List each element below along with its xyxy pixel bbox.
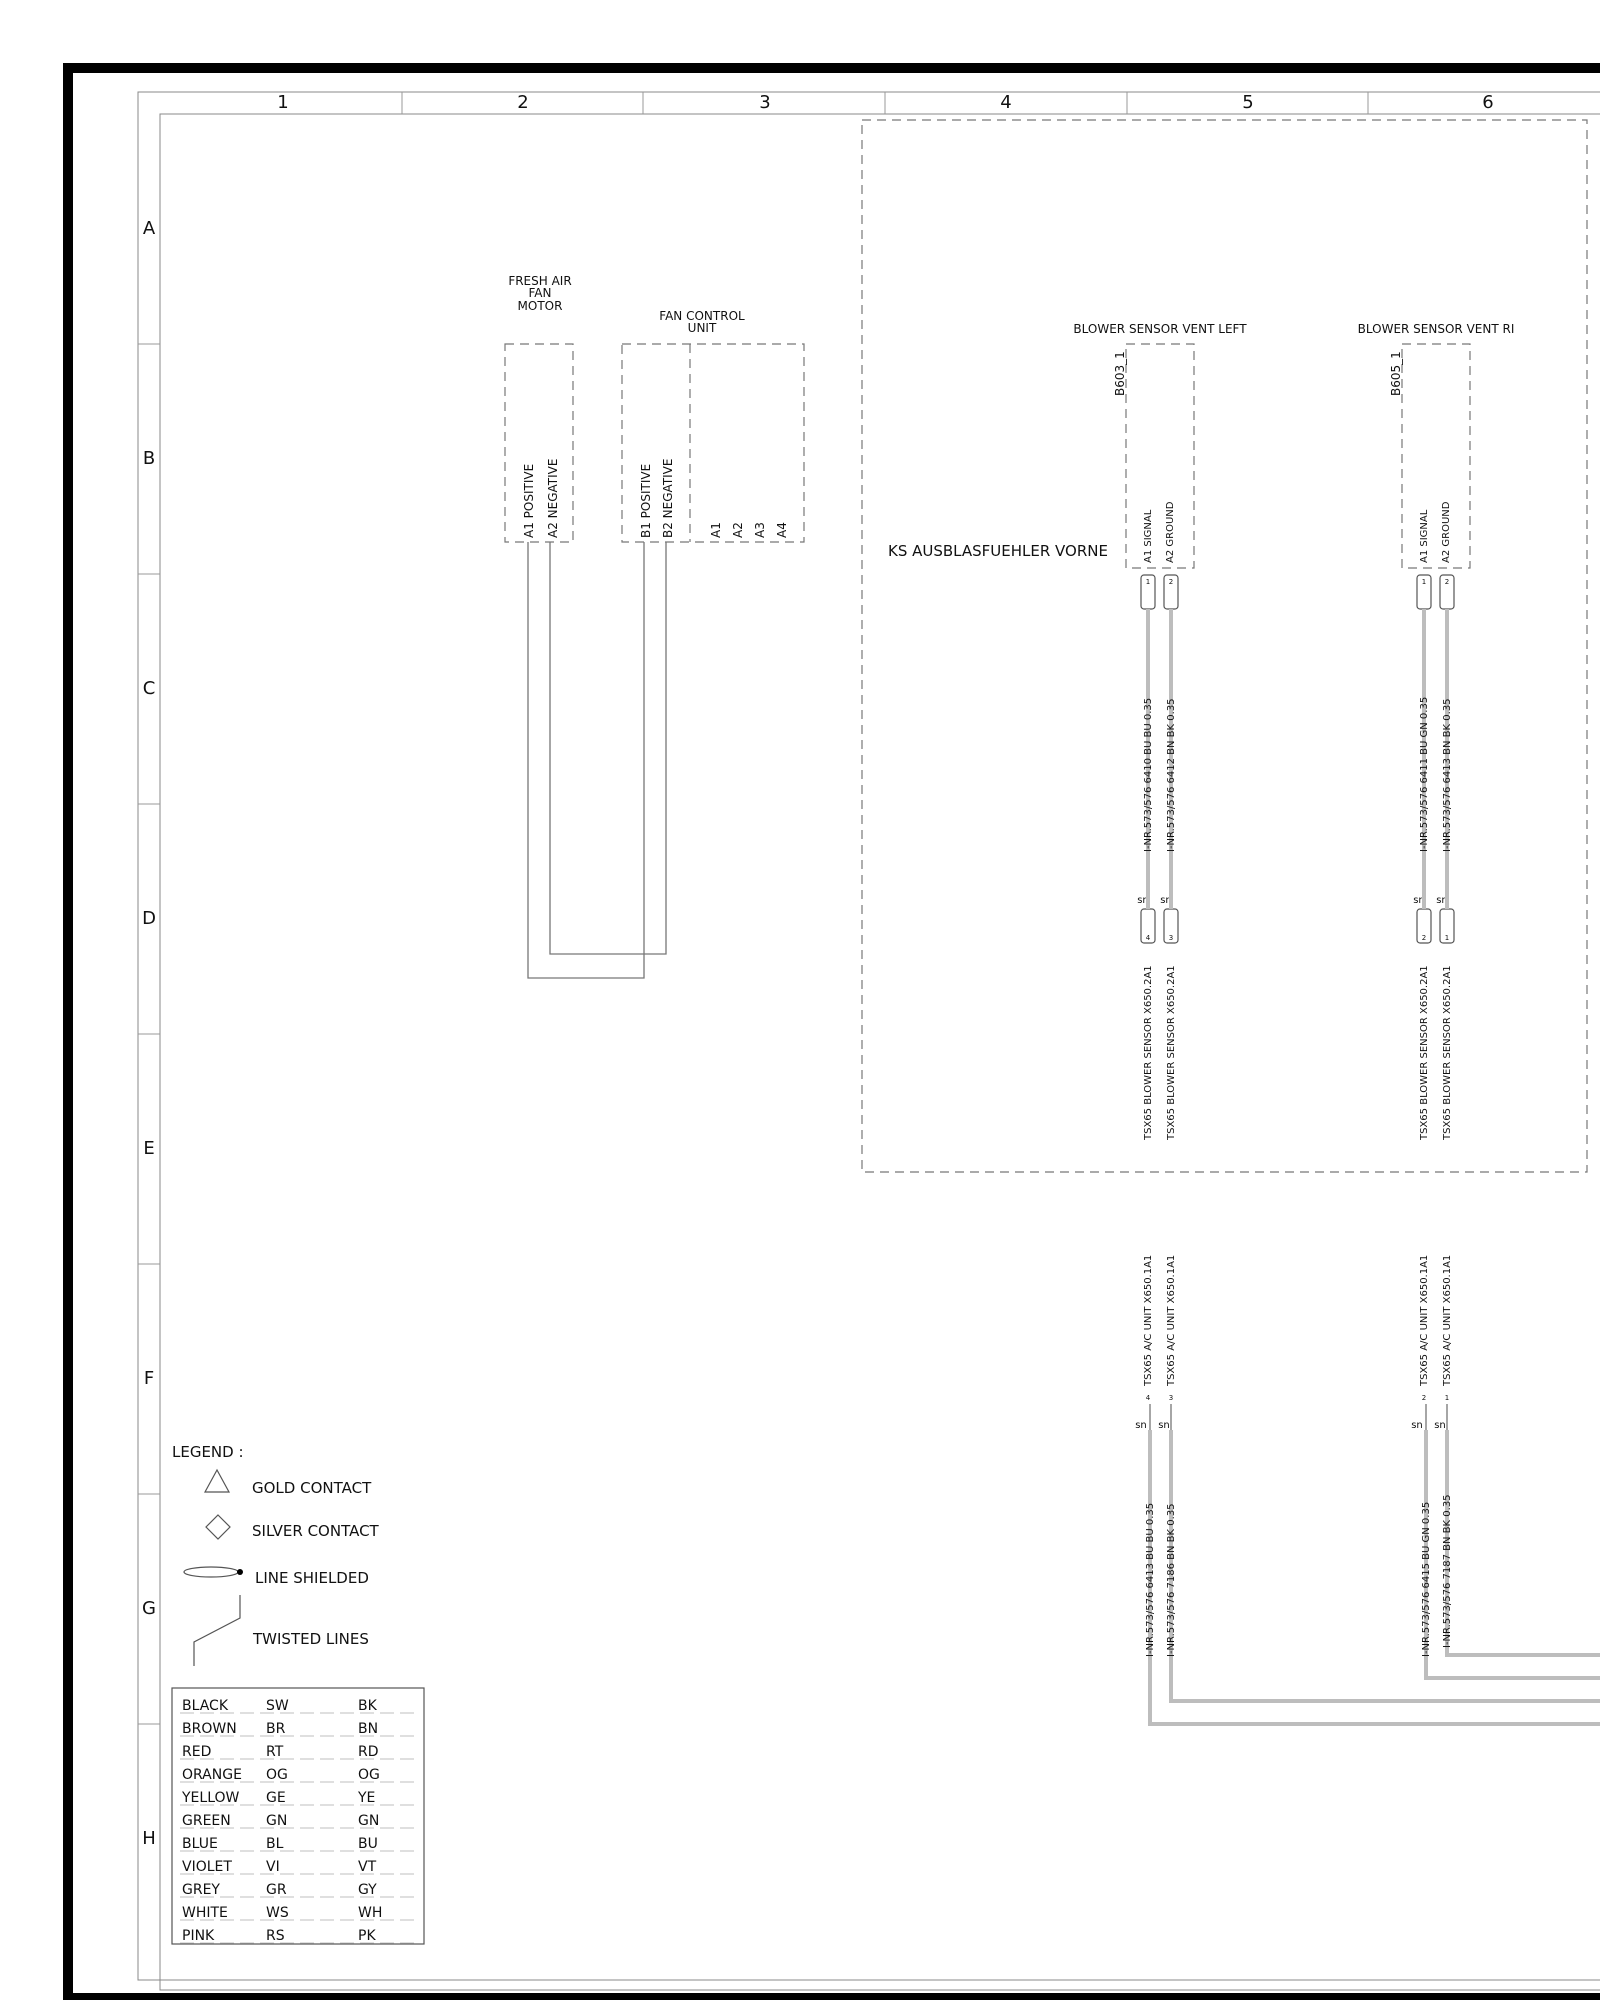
color-code-cell: RD bbox=[358, 1744, 379, 1760]
fan-motor-box bbox=[505, 344, 573, 542]
fan-motor-pin-a2: A2 NEGATIVE bbox=[546, 458, 560, 538]
fan-control-unit bbox=[622, 309, 804, 542]
wire-6415-label: I-NR.573/576 6415 BU GN 0.35 bbox=[1421, 1501, 1432, 1657]
legend bbox=[172, 1443, 424, 1944]
color-code-cell: GE bbox=[266, 1790, 286, 1806]
blower-left-id: B603_1 bbox=[1113, 351, 1127, 396]
fcu-title-line2: UNIT bbox=[687, 321, 717, 335]
blower-right-pin-a1: A1 SIGNAL bbox=[1419, 509, 1430, 563]
color-code-cell: OG bbox=[266, 1767, 288, 1783]
fcu-aux-pin-a2: A2 bbox=[731, 522, 745, 538]
blower-sensor-vent-left bbox=[1073, 322, 1247, 568]
x650-1-right-pin-num-2: 2 bbox=[1421, 1394, 1427, 1402]
fcu-aux-pin-a1: A1 bbox=[709, 522, 723, 538]
color-code-cell: GREY bbox=[182, 1882, 220, 1898]
color-code-cell: BLUE bbox=[182, 1836, 218, 1852]
wire-6413-lower-label: I-NR.573/576 6413 BU BU 0.35 bbox=[1145, 1502, 1156, 1657]
x650-1-left-pin-num-4: 4 bbox=[1145, 1394, 1151, 1402]
sn-label-right-1: sn bbox=[1413, 895, 1425, 906]
x650-1-right-pin-1: TSX65 A/C UNIT X650.1A1 bbox=[1442, 1254, 1453, 1386]
fcu-pin-b1: B1 POSITIVE bbox=[639, 463, 653, 538]
blower-right-box bbox=[1402, 344, 1470, 568]
x650-2-left-pin-3: TSX65 BLOWER SENSOR X650.2A1 bbox=[1166, 965, 1177, 1140]
row-label-d: D bbox=[142, 908, 156, 929]
color-code-cell: BU bbox=[358, 1836, 378, 1852]
color-code-cell: RT bbox=[266, 1744, 284, 1760]
legend-twisted-lines: TWISTED LINES bbox=[253, 1630, 369, 1648]
x650-1-left-pin-4: TSX65 A/C UNIT X650.1A1 bbox=[1143, 1254, 1154, 1386]
color-code-rows bbox=[180, 1698, 414, 1944]
wire-6410-label: I-NR.573/576 6410 BU BU 0.35 bbox=[1143, 697, 1154, 852]
gold-contact-icon bbox=[205, 1470, 229, 1492]
x650-2-left-pin-4: TSX65 BLOWER SENSOR X650.2A1 bbox=[1143, 965, 1154, 1140]
upper-wire-runs bbox=[1143, 609, 1453, 909]
fcu-title-line1: FAN CONTROL bbox=[659, 309, 745, 323]
color-code-cell: GN bbox=[358, 1813, 380, 1829]
color-code-cell: BROWN bbox=[182, 1721, 237, 1737]
row-label-f: F bbox=[143, 1368, 155, 1389]
connector-right-lower-pin-1-label: 1 bbox=[1444, 934, 1450, 942]
row-ruler bbox=[138, 218, 160, 1849]
sn-label-right-2: sn bbox=[1436, 895, 1448, 906]
sn-lower-right-1: sn bbox=[1411, 1420, 1423, 1431]
column-label-6: 6 bbox=[1482, 92, 1494, 113]
wire-6411-label: I-NR.573/576 6411 BU GN 0.35 bbox=[1419, 696, 1430, 852]
fcu-aux-pin-a3: A3 bbox=[753, 522, 767, 538]
fcu-aux-pin-a4: A4 bbox=[775, 522, 789, 538]
fcu-pin-b2: B2 NEGATIVE bbox=[661, 458, 675, 538]
wire-6412-label: I-NR.573/576 6412 BN BK 0.35 bbox=[1166, 698, 1177, 852]
blower-left-title: BLOWER SENSOR VENT LEFT bbox=[1073, 322, 1247, 336]
legend-silver-contact: SILVER CONTACT bbox=[252, 1522, 379, 1540]
sheet-grid-border bbox=[138, 92, 1600, 1980]
x650-2-labels bbox=[1143, 965, 1453, 1141]
color-code-cell: VI bbox=[266, 1859, 280, 1875]
color-code-cell: WS bbox=[266, 1905, 289, 1921]
color-code-cell: RED bbox=[182, 1744, 212, 1760]
legend-title: LEGEND : bbox=[172, 1443, 244, 1461]
column-label-5: 5 bbox=[1242, 92, 1254, 113]
x650-1-right-pin-2: TSX65 A/C UNIT X650.1A1 bbox=[1419, 1254, 1430, 1386]
sheet-outer-frame bbox=[68, 68, 1600, 1998]
connector-right-lower-pin-2-label: 2 bbox=[1421, 934, 1427, 942]
color-code-cell: SW bbox=[266, 1698, 289, 1714]
color-code-cell: GR bbox=[266, 1882, 287, 1898]
silver-contact-icon bbox=[206, 1515, 230, 1539]
row-label-b: B bbox=[142, 448, 156, 469]
twisted-lines-icon bbox=[194, 1595, 240, 1666]
blower-left-box bbox=[1126, 344, 1194, 568]
connector-right-pin-1-label: 1 bbox=[1421, 578, 1427, 586]
blower-sensor-vent-right bbox=[1358, 322, 1515, 568]
sn-lower-right-2: sn bbox=[1434, 1420, 1446, 1431]
color-code-cell: GY bbox=[358, 1882, 377, 1898]
upper-connectors bbox=[1137, 575, 1454, 943]
color-code-cell: GREEN bbox=[182, 1813, 231, 1829]
x650-1-right-pin-num-1: 1 bbox=[1444, 1394, 1450, 1402]
color-code-cell: BN bbox=[358, 1721, 379, 1737]
blower-right-id: B605_1 bbox=[1389, 351, 1403, 396]
color-code-cell: BLACK bbox=[182, 1698, 229, 1714]
fan-motor-wiring bbox=[528, 542, 666, 978]
color-code-cell: ORANGE bbox=[182, 1767, 242, 1783]
wire-7187-label: I-NR.573/576 7187 BN BK 0.35 bbox=[1442, 1494, 1453, 1648]
connector-left-lower-pin-3-label: 3 bbox=[1168, 934, 1174, 942]
fan-motor-title-line3: MOTOR bbox=[517, 299, 563, 313]
row-label-a: A bbox=[142, 218, 156, 239]
connector-left-pin-1-label: 1 bbox=[1145, 578, 1151, 586]
sn-lower-left-2: sn bbox=[1158, 1420, 1170, 1431]
lower-wire-runs bbox=[1145, 1430, 1600, 1724]
fan-motor-pin-a1: A1 POSITIVE bbox=[522, 463, 536, 538]
x650-1-labels bbox=[1135, 1255, 1453, 1431]
color-code-cell: BR bbox=[266, 1721, 286, 1737]
column-label-1: 1 bbox=[277, 92, 289, 113]
x650-2-right-pin-1: TSX65 BLOWER SENSOR X650.2A1 bbox=[1442, 965, 1453, 1140]
column-label-2: 2 bbox=[517, 92, 529, 113]
ks-ausblasfuehler-label: KS AUSBLASFUEHLER VORNE bbox=[888, 542, 1108, 560]
connector-left-pin-2-label: 2 bbox=[1168, 578, 1174, 586]
legend-gold-contact: GOLD CONTACT bbox=[252, 1479, 372, 1497]
color-code-cell: RS bbox=[266, 1928, 285, 1944]
color-code-cell: YE bbox=[358, 1790, 376, 1806]
x650-1-left-pin-num-3: 3 bbox=[1168, 1394, 1174, 1402]
color-code-cell: WH bbox=[358, 1905, 383, 1921]
wire-6413-upper-label: I-NR.573/576 6413 BN BK 0.35 bbox=[1442, 698, 1453, 852]
color-code-cell: PK bbox=[358, 1928, 376, 1944]
x650-1-left-pin-3: TSX65 A/C UNIT X650.1A1 bbox=[1166, 1254, 1177, 1386]
shield-dot-icon bbox=[237, 1569, 243, 1575]
column-label-4: 4 bbox=[1000, 92, 1012, 113]
color-code-cell: OG bbox=[358, 1767, 380, 1783]
blower-left-pin-a2: A2 GROUND bbox=[1165, 501, 1176, 563]
color-code-cell: GN bbox=[266, 1813, 288, 1829]
row-label-c: C bbox=[142, 678, 156, 699]
blower-right-title: BLOWER SENSOR VENT RI bbox=[1357, 322, 1515, 336]
connector-right-pin-2-label: 2 bbox=[1444, 578, 1450, 586]
fan-motor-title-line1: FRESH AIR bbox=[508, 274, 572, 288]
color-code-cell: WHITE bbox=[182, 1905, 228, 1921]
color-code-cell: BK bbox=[358, 1698, 377, 1714]
color-code-cell: YELLOW bbox=[182, 1790, 240, 1806]
color-code-cell: BL bbox=[266, 1836, 284, 1852]
row-label-g: G bbox=[142, 1598, 156, 1619]
wire-7186-label: I-NR.573/576 7186 BN BK 0.35 bbox=[1166, 1503, 1177, 1657]
blower-left-pin-a1: A1 SIGNAL bbox=[1143, 509, 1154, 563]
shielded-line-icon bbox=[184, 1567, 238, 1577]
fresh-air-fan-motor bbox=[505, 274, 573, 542]
color-code-cell: VIOLET bbox=[182, 1859, 232, 1875]
fan-motor-title-line2: FAN bbox=[528, 286, 552, 300]
color-code-cell: VT bbox=[358, 1859, 377, 1875]
color-code-cell: PINK bbox=[182, 1928, 215, 1944]
blower-right-pin-a2: A2 GROUND bbox=[1441, 501, 1452, 563]
row-label-h: H bbox=[142, 1828, 156, 1849]
row-label-e: E bbox=[143, 1138, 155, 1159]
column-label-3: 3 bbox=[759, 92, 771, 113]
column-ruler bbox=[277, 92, 1493, 114]
connector-left-lower-pin-4-label: 4 bbox=[1145, 934, 1151, 942]
sn-lower-left-1: sn bbox=[1135, 1420, 1147, 1431]
sn-label-left-2: sn bbox=[1160, 895, 1172, 906]
ks-ausblasfuehler-enclosure bbox=[862, 120, 1587, 1172]
x650-2-right-pin-2: TSX65 BLOWER SENSOR X650.2A1 bbox=[1419, 965, 1430, 1140]
sn-label-left-1: sn bbox=[1137, 895, 1149, 906]
legend-line-shielded: LINE SHIELDED bbox=[255, 1569, 369, 1587]
